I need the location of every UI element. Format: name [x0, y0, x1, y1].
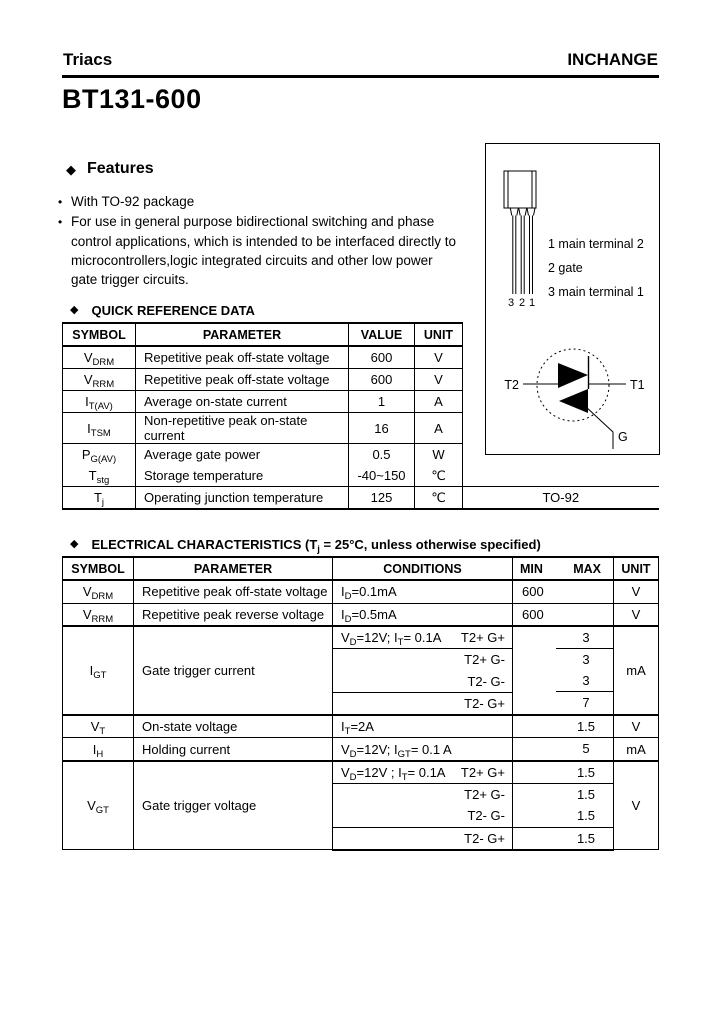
column-header: SYMBOL — [63, 557, 134, 580]
min-max-cell — [513, 827, 614, 850]
max-value: 3 — [582, 651, 590, 667]
symbol-cell: $I_H$ — [63, 738, 134, 761]
max-value: 1.5 — [576, 764, 596, 780]
unit-cell: A — [415, 413, 463, 444]
max-value: 1.5 — [576, 719, 596, 735]
table-row — [63, 580, 659, 603]
symbol-cell: $T_{stg}$ — [63, 465, 136, 487]
pin-description: 1 main terminal 2 — [548, 237, 644, 251]
max-value: 5 — [582, 741, 590, 757]
min-max-cell — [513, 761, 614, 784]
unit-cell: V — [614, 580, 659, 603]
max-value: 3 — [582, 673, 590, 689]
table-row — [63, 444, 659, 466]
parameter-cell: Storage temperature — [136, 465, 349, 487]
parameter-cell: Gate trigger voltage — [134, 761, 333, 850]
min-max-cell — [513, 715, 614, 738]
leg-number: 1 — [528, 297, 536, 309]
quadrant-label: T2- G- — [333, 805, 513, 827]
parameter-cell: Repetitive peak off-state voltage — [136, 369, 349, 391]
leg-number: 2 — [518, 297, 526, 309]
value-cell: 600 — [349, 346, 415, 369]
min-value: 600 — [522, 606, 544, 622]
features-title: Features — [87, 160, 154, 177]
table-header-row — [63, 557, 659, 580]
column-header: MIN — [520, 561, 543, 576]
unit-cell: V — [614, 603, 659, 626]
quadrant-label: T2+ G+ — [460, 764, 505, 780]
parameter-cell: On-state voltage — [134, 715, 333, 738]
value-cell: 1 — [349, 391, 415, 413]
unit-cell: W — [415, 444, 463, 466]
diamond-icon: ◆ — [70, 304, 79, 316]
column-header: UNIT — [415, 323, 463, 346]
conditions-cell — [333, 626, 513, 649]
unit-cell: V — [614, 761, 659, 850]
min-max-cell — [513, 805, 614, 827]
min-max-cell — [513, 580, 614, 603]
diamond-icon: ◆ — [66, 161, 76, 177]
symbol-cell: $I_{TSM}$ — [63, 413, 136, 444]
table-row — [63, 413, 659, 444]
column-header-min-max — [513, 557, 614, 580]
condition-text: $V_D=12V$ ; $I_T= 0.1A$ — [341, 764, 446, 783]
condition-text: $V_D=12V$; $I_T= 0.1A$ — [341, 630, 442, 649]
page-header — [63, 50, 658, 70]
table-row — [63, 603, 659, 626]
column-header: UNIT — [614, 557, 659, 580]
max-value: 1.5 — [576, 786, 596, 802]
gate-label: G — [618, 430, 628, 444]
table-row — [63, 626, 659, 649]
symbol-cell: $V_{DRM}$ — [63, 580, 134, 603]
spacer-cell — [463, 323, 659, 346]
spacer-cell — [463, 413, 659, 444]
feature-item: • With TO-92 package — [58, 192, 462, 212]
features-list — [58, 192, 462, 289]
spacer-cell — [463, 346, 659, 369]
pin-description: 3 main terminal 1 — [548, 285, 644, 299]
column-header: MAX — [573, 561, 601, 576]
electrical-characteristics-table — [62, 556, 659, 851]
column-header: VALUE — [349, 323, 415, 346]
terminal-label-t2: T2 — [504, 378, 519, 392]
symbol-cell: $V_{RRM}$ — [63, 603, 134, 626]
conditions-cell: $I_D=0.1mA$ — [333, 580, 513, 603]
max-value: 3 — [582, 629, 590, 645]
quadrant-label: T2+ G- — [333, 649, 513, 671]
value-cell: 125 — [349, 487, 415, 510]
quadrant-label: T2- G+ — [333, 827, 513, 850]
quadrant-label: T2+ G- — [333, 783, 513, 805]
symbol-cell: $P_{G(AV)}$ — [63, 444, 136, 466]
features-heading — [66, 160, 154, 178]
spacer-cell — [463, 444, 659, 466]
min-max-cell — [513, 649, 614, 671]
column-header: SYMBOL — [63, 323, 136, 346]
electrical-characteristics-title: ELECTRICAL CHARACTERISTICS ($T_j = 25^\circ C$, unless otherwise specified) — [91, 537, 541, 555]
unit-cell: mA — [614, 626, 659, 715]
brand-name: INCHANGE — [567, 50, 658, 69]
conditions-cell: $I_D=0.5mA$ — [333, 603, 513, 626]
unit-cell: mA — [614, 738, 659, 761]
unit-cell: V — [415, 369, 463, 391]
symbol-cell: $V_{GT}$ — [63, 761, 134, 850]
table-row — [63, 346, 659, 369]
min-max-cell — [513, 670, 614, 692]
package-name-cell: TO-92 — [463, 487, 659, 510]
table-row — [63, 715, 659, 738]
leg-number: 3 — [507, 297, 515, 309]
quick-reference-title: QUICK REFERENCE DATA — [91, 303, 255, 318]
unit-cell: ℃ — [415, 487, 463, 510]
symbol-cell: $T_j$ — [63, 487, 136, 510]
parameter-cell: Average gate power — [136, 444, 349, 466]
table-row — [63, 738, 659, 761]
conditions-cell: $I_T=2A$ — [333, 715, 513, 738]
header-rule — [62, 75, 659, 78]
min-max-cell — [513, 783, 614, 805]
parameter-cell: Operating junction temperature — [136, 487, 349, 510]
quadrant-label: T2+ G+ — [460, 630, 505, 646]
unit-cell: V — [614, 715, 659, 738]
min-max-cell — [513, 626, 614, 649]
feature-item: • For use in general purpose bidirectional switching and phase control applications, which is intended to be interfaced directly to microcontrollers,logic integrated circuits and other low power gate trigger circuits. — [58, 212, 462, 289]
unit-cell: A — [415, 391, 463, 413]
doc-category: Triacs — [63, 50, 113, 69]
symbol-cell: $I_{GT}$ — [63, 626, 134, 715]
value-cell: 16 — [349, 413, 415, 444]
conditions-cell — [333, 761, 513, 784]
package-body — [504, 171, 536, 208]
quadrant-label: T2- G+ — [333, 692, 513, 715]
column-header: PARAMETER — [136, 323, 349, 346]
parameter-cell: Holding current — [134, 738, 333, 761]
parameter-cell: Repetitive peak reverse voltage — [134, 603, 333, 626]
value-cell: -40~150 — [349, 465, 415, 487]
min-max-cell — [513, 692, 614, 715]
min-value: 600 — [522, 584, 544, 600]
electrical-characteristics-heading — [70, 537, 541, 555]
table-row — [63, 391, 659, 413]
column-header: PARAMETER — [134, 557, 333, 580]
table-row — [63, 761, 659, 784]
min-max-cell — [513, 603, 614, 626]
pin-description: 2 gate — [548, 261, 583, 275]
terminal-label-t1: T1 — [630, 378, 645, 392]
symbol-cell: $I_{T(AV)}$ — [63, 391, 136, 413]
diamond-icon: ◆ — [70, 538, 79, 550]
quadrant-label: T2- G- — [333, 670, 513, 692]
parameter-cell: Gate trigger current — [134, 626, 333, 715]
symbol-cell: $V_{RRM}$ — [63, 369, 136, 391]
min-max-cell — [513, 738, 614, 761]
conditions-cell: $V_D=12V$; $I_{GT}= 0.1$ A — [333, 738, 513, 761]
quick-reference-heading — [70, 303, 255, 318]
quick-reference-table — [62, 322, 659, 510]
unit-cell: V — [415, 346, 463, 369]
symbol-cell: $V_{DRM}$ — [63, 346, 136, 369]
unit-cell: ℃ — [415, 465, 463, 487]
spacer-cell — [463, 391, 659, 413]
part-number-title: BT131-600 — [62, 84, 202, 114]
parameter-cell: Non-repetitive peak on-state current — [136, 413, 349, 444]
value-cell: 600 — [349, 369, 415, 391]
column-header: CONDITIONS — [333, 557, 513, 580]
table-row — [63, 465, 659, 487]
max-value: 7 — [582, 695, 590, 711]
max-value: 1.5 — [576, 830, 596, 846]
table-row — [63, 487, 659, 510]
spacer-cell — [463, 465, 659, 487]
parameter-cell: Average on-state current — [136, 391, 349, 413]
max-value: 1.5 — [576, 808, 596, 824]
spacer-cell — [463, 369, 659, 391]
table-row — [63, 369, 659, 391]
parameter-cell: Repetitive peak off-state voltage — [134, 580, 333, 603]
parameter-cell: Repetitive peak off-state voltage — [136, 346, 349, 369]
symbol-cell: $V_T$ — [63, 715, 134, 738]
table-header-row — [63, 323, 659, 346]
value-cell: 0.5 — [349, 444, 415, 466]
